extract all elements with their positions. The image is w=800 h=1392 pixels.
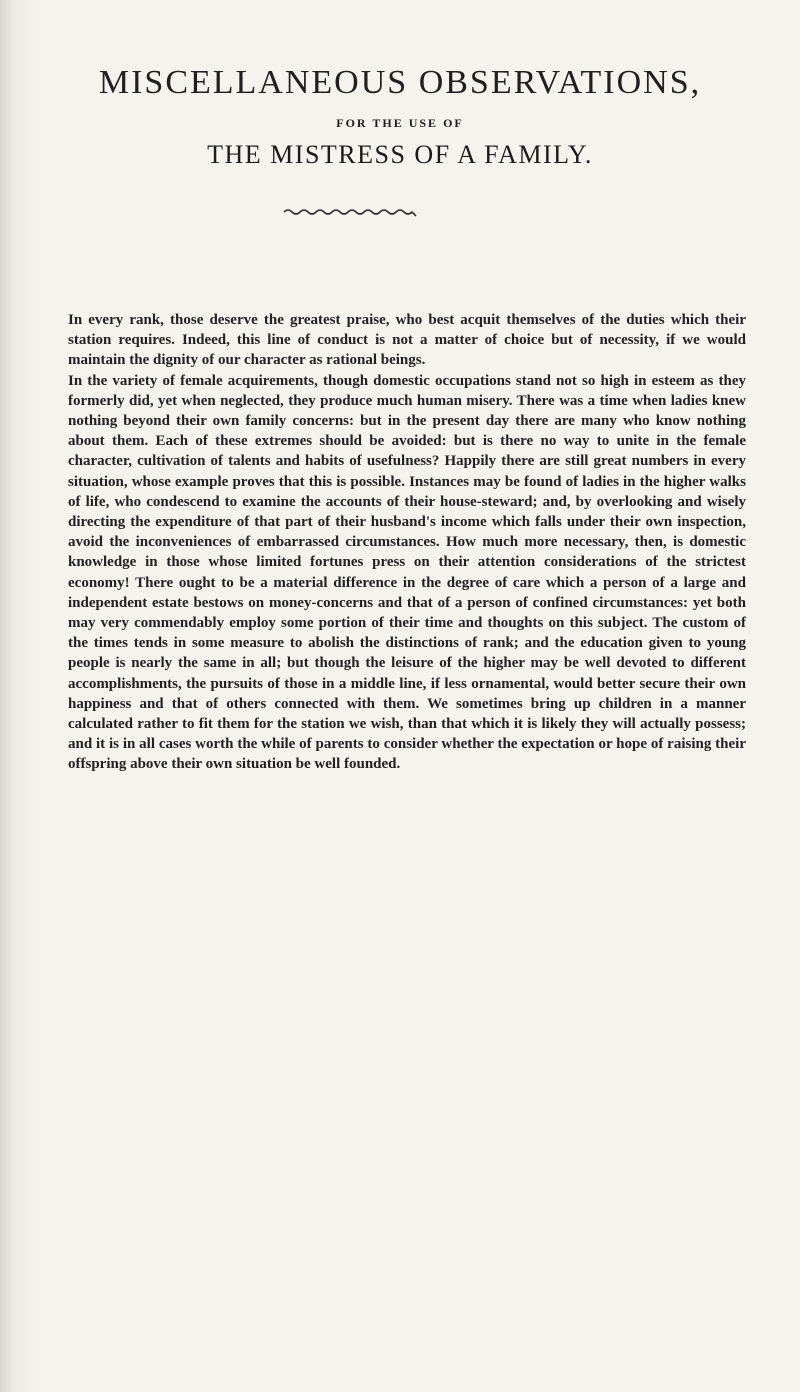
- page-subtitle: FOR THE USE OF: [336, 116, 464, 130]
- body-text: [68, 310, 746, 775]
- decorative-wavy-rule: [282, 206, 418, 218]
- paragraph-2: In the variety of female acquirements, though domestic occupations stand not so high in esteem as they formerly did, yet when neglected, they produce much human misery. There was a time when ladies knew nothing beyond their own family concerns: but in the present day there are many who know nothing about them. Each of these extremes should be avoided: but is there no way to unite in the female character, cultivation of talents and habits of usefulness? Happily there are still great numbers in every situation, whose example proves that this is possible. Instances may be found of ladies in the higher walks of life, who condescend to examine the accounts of their house-steward; and, by overlooking and wisely directing the expenditure of that part of their husband's income which falls under their own inspection, avoid the inconveniences of embarrassed circumstances. How much more necessary, then, is domestic knowledge in those whose limited fortunes press on their attention considerations of the strictest economy! There ought to be a material difference in the degree of care which a person of a large and independent estate bestows on money-concerns and that of a person of confined circumstances: yet both may very commendably employ some portion of their time and thoughts on this subject. The custom of the times tends in some measure to abolish the distinctions of rank; and the education given to young people is nearly the same in all; but though the leisure of the higher may be well devoted to different accomplishments, the pursuits of those in a middle line, if less ornamental, would better secure their own happiness and that of others connected with them. We sometimes bring up children in a manner calculated rather to fit them for the station we wish, than that which it is likely they will actually possess; and it is in all cases worth the while of parents to consider whether the expectation or hope of raising their offspring above their own situation be well founded.: [68, 372, 746, 773]
- page-title: MISCELLANEOUS OBSERVATIONS,: [98, 64, 702, 101]
- page-heading: THE MISTRESS OF A FAMILY.: [207, 140, 593, 169]
- paragraph-1: In every rank, those deserve the greatest praise, who best acquit themselves of the duties which their station requires. Indeed, this line of conduct is not a matter of choice but of necessity, if we would maintain the dignity of our character as rational beings.: [68, 312, 746, 369]
